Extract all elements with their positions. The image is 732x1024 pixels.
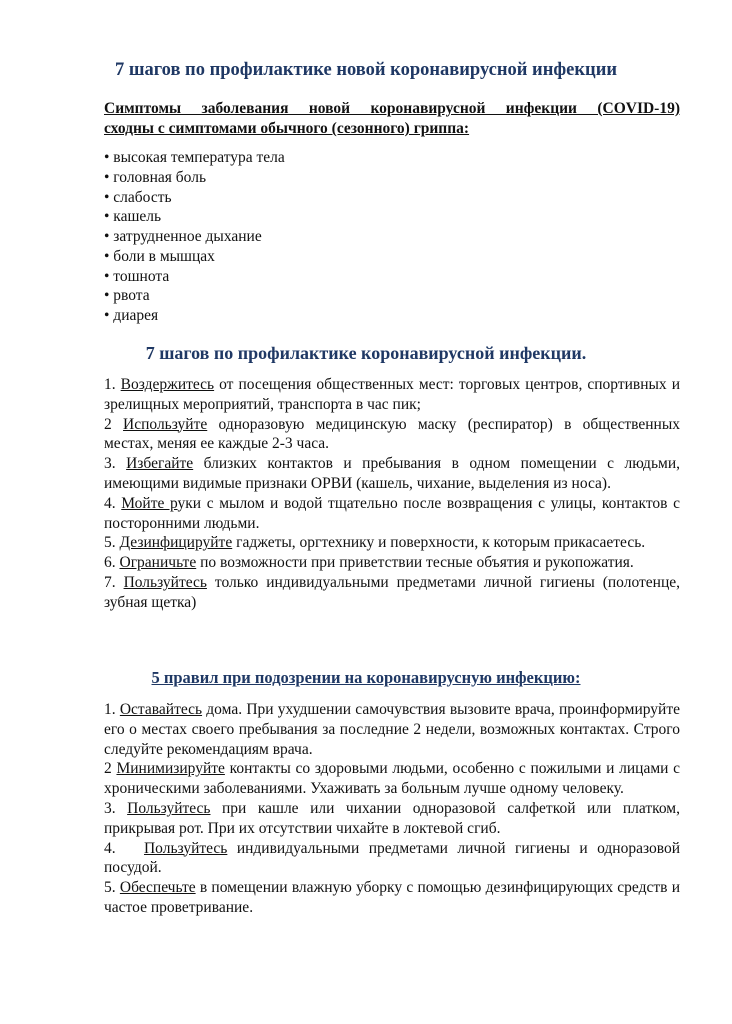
symptoms-intro-line-2: сходны с симптомами обычного (сезонного) гриппа: bbox=[104, 120, 470, 137]
rules-title: 5 правил при подозрении на коронавирусную инфекцию: bbox=[151, 668, 581, 687]
step-item bbox=[104, 494, 680, 534]
rule-text: в помещении влажную уборку с помощью дезинфицирующих средств и частое проветривание. bbox=[104, 879, 681, 916]
symptom-item: • головная боль bbox=[104, 168, 207, 186]
step-item bbox=[104, 415, 680, 455]
step-verb: Мойте р bbox=[121, 494, 178, 512]
step-item bbox=[104, 573, 680, 613]
step-number: 2 bbox=[104, 415, 112, 433]
step-verb: Ограничьте bbox=[119, 554, 197, 572]
step-number: 6. bbox=[104, 554, 116, 572]
symptoms-intro-line-1: Симптомы заболевания новой коронавирусной инфекции (COVID-19) bbox=[104, 100, 680, 117]
rule-item bbox=[104, 700, 680, 759]
step-item bbox=[104, 454, 680, 494]
symptom-item: • высокая температура тела bbox=[104, 149, 285, 166]
steps-list bbox=[104, 375, 680, 613]
rule-number: 2 bbox=[104, 760, 112, 778]
rule-verb: Пользуйтесь bbox=[127, 799, 211, 817]
step-number: 5. bbox=[104, 534, 116, 552]
symptom-item: • затрудненное дыхание bbox=[104, 228, 262, 245]
rule-number: 5. bbox=[104, 879, 116, 897]
rule-number: 4. bbox=[104, 839, 116, 857]
step-number: 3. bbox=[104, 455, 116, 473]
rule-number: 3. bbox=[104, 799, 116, 817]
step-text: одноразовую медицинскую маску (респиратор) в общественных местах, меняя ее каждые 2-3 часа. bbox=[104, 415, 681, 453]
step-verb: Пользуйтесь bbox=[123, 573, 207, 591]
rule-text: индивидуальными предметами личной гигиены и одноразовой посудой. bbox=[104, 839, 681, 877]
rule-text: при кашле или чихании одноразовой салфеткой или платком, прикрывая рот. При их отсутствии чихайте в локтевой сгиб. bbox=[104, 799, 680, 837]
rule-verb: Обеспечьте bbox=[119, 879, 196, 897]
symptom-item: • рвота bbox=[104, 287, 150, 305]
rule-number: 1. bbox=[104, 701, 116, 718]
symptom-item: • кашель bbox=[104, 208, 162, 226]
step-text: уки с мылом и водой тщательно после возвращения с улицы, контактов с посторонними людьми. bbox=[104, 494, 681, 532]
step-number: 4. bbox=[104, 494, 116, 512]
symptom-item: • диарея bbox=[104, 307, 159, 324]
step-item bbox=[104, 533, 680, 553]
rule-verb: Пользуйтесь bbox=[143, 839, 228, 857]
step-text: близких контактов и пребывания в одном помещении с людьми, имеющими видимые признаки ОРВИ (кашель, чихание, выделения из носа). bbox=[104, 455, 680, 492]
step-number: 7. bbox=[104, 573, 116, 591]
rule-text: контакты со здоровыми людьми, особенно с пожилыми и лицами с хроническими заболеваниями. Ухаживать за больным лучше одному человеку. bbox=[104, 760, 681, 798]
step-text: только индивидуальными предметами личной гигиены (полотенце, зубная щетка) bbox=[104, 573, 680, 611]
symptom-item: • тошнота bbox=[104, 267, 170, 285]
rule-item bbox=[104, 878, 680, 918]
step-verb: Избегайте bbox=[126, 455, 194, 473]
step-verb: Дезинфицируйте bbox=[119, 534, 233, 552]
step-item bbox=[104, 553, 680, 573]
step-text: по возможности при приветствии тесные объятия и рукопожатия. bbox=[200, 554, 634, 572]
symptoms-list bbox=[104, 148, 285, 326]
step-verb: Воздержитесь bbox=[120, 376, 215, 393]
rule-item bbox=[104, 839, 680, 879]
rules-list bbox=[104, 700, 680, 918]
step-text: от посещения общественных мест: торговых центров, спортивных и зрелищных мероприятий, транспорта в час пик; bbox=[104, 376, 680, 413]
step-text: гаджеты, оргтехнику и поверхности, к которым прикасаетесь. bbox=[236, 534, 646, 552]
rule-item bbox=[104, 799, 680, 839]
rule-verb: Оставайтесь bbox=[119, 701, 203, 718]
symptoms-intro bbox=[104, 99, 680, 139]
symptom-item: • боли в мышцах bbox=[104, 247, 215, 265]
rule-item bbox=[104, 759, 680, 799]
step-number: 1. bbox=[104, 376, 116, 393]
rule-text: дома. При ухудшении самочувствия вызовите врача, проинформируйте его о местах своего пребывания за последние 2 недели, возможных контактах. Строго следуйте рекомендациям врача. bbox=[104, 701, 680, 758]
rule-verb: Минимизируйте bbox=[116, 760, 225, 778]
step-item bbox=[104, 375, 680, 415]
symptom-item: • слабость bbox=[104, 188, 172, 206]
steps-title: 7 шагов по профилактике коронавирусной инфекции. bbox=[145, 343, 587, 363]
step-verb: Используйте bbox=[123, 415, 208, 433]
page-title: 7 шагов по профилактике новой коронавирусной инфекции bbox=[114, 60, 618, 80]
